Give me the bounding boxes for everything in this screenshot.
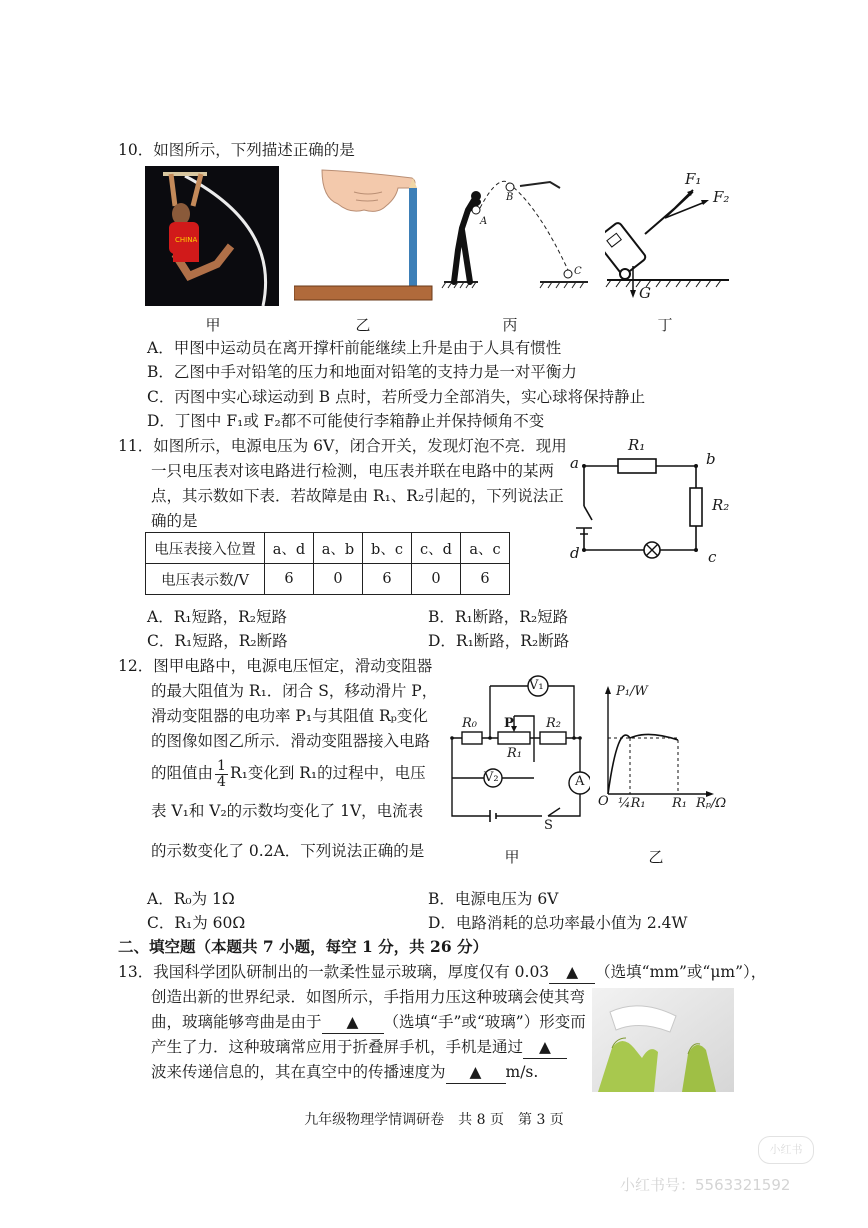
table-cell: c、d bbox=[412, 533, 461, 564]
q12-stem-line-1: 12．图甲电路中，电源电压恒定，滑动变阻器 bbox=[118, 657, 433, 675]
graph-x-label: Rₚ/Ω bbox=[696, 796, 727, 811]
point-a-label: A bbox=[480, 216, 488, 227]
q13-line-1 bbox=[118, 961, 766, 984]
table-cell: a、b bbox=[314, 533, 363, 564]
voltage-table bbox=[145, 532, 510, 595]
q13-line-4 bbox=[151, 1036, 567, 1059]
table-row bbox=[146, 564, 510, 595]
table-cell: 6 bbox=[363, 564, 412, 595]
q13-line-2: 创造出新的世界纪录．如图所示，手指用力压这种玻璃会使其弯 bbox=[151, 988, 586, 1006]
table-cell: 0 bbox=[314, 564, 363, 595]
page-footer: 九年级物理学情调研卷 共 8 页 第 3 页 bbox=[304, 1112, 564, 1128]
graph-y-label: P₁/W bbox=[616, 684, 648, 699]
q13-line5-post: m/s. bbox=[505, 1063, 539, 1081]
q13-line1-post: （选填“mm”或“μm”）， bbox=[595, 963, 767, 981]
graph-quarter-label: ¼R₁ bbox=[618, 796, 646, 811]
frac-denominator: 4 bbox=[217, 773, 226, 790]
section-title: 二、填空题（本题共 7 小题，每空 1 分，共 26 分） bbox=[118, 937, 489, 956]
q11-option-a: A．R₁短路，R₂短路 bbox=[147, 608, 287, 626]
q11-option-c: C．R₁短路，R₂断路 bbox=[147, 632, 288, 650]
v2-label: V₂ bbox=[484, 770, 499, 785]
r2-label: R₂ bbox=[712, 496, 730, 514]
q11-option-d: D．R₁断路，R₂断路 bbox=[428, 632, 570, 650]
q12-option-b: B．电源电压为 6V bbox=[428, 890, 559, 908]
q12-r2-label: R₂ bbox=[546, 716, 561, 731]
table-cell: 6 bbox=[265, 564, 314, 595]
table-cell: 0 bbox=[412, 564, 461, 595]
q11-option-b: B．R₁断路，R₂短路 bbox=[428, 608, 569, 626]
force-f1-label: F₁ bbox=[685, 170, 702, 188]
force-f2-label: F₂ bbox=[713, 188, 730, 206]
q13-line1-pre: 13．我国科学团队研制出的一款柔性显示玻璃，厚度仅有 0.03 bbox=[118, 963, 550, 981]
pole-vault-photo bbox=[145, 166, 279, 306]
r1-label: R₁ bbox=[628, 436, 646, 454]
q12-r1-label: R₁ bbox=[507, 746, 522, 761]
hand-pencil-figure bbox=[294, 166, 434, 306]
q11-circuit-diagram bbox=[566, 432, 746, 572]
gravity-label: G bbox=[639, 284, 651, 302]
q12-stem-line-3: 滑动变阻器的电功率 P₁与其阻值 Rₚ变化 bbox=[151, 707, 428, 725]
q11-stem-line-2: 一只电压表对该电路进行检测，电压表并联在电路中的某两 bbox=[151, 462, 555, 480]
table-head-position: 电压表接入位置 bbox=[146, 533, 265, 564]
flexible-glass-photo bbox=[592, 988, 734, 1092]
ammeter-label: A bbox=[575, 774, 585, 789]
q12-stem-line-6: 表 V₁和 V₂的示数均变化了 1V，电流表 bbox=[151, 802, 424, 820]
q10-option-c: C．丙图中实心球运动到 B 点时，若所受力全部消失，实心球将保持静止 bbox=[147, 388, 646, 406]
ball-throw-figure bbox=[440, 170, 592, 296]
suitcase-forces-figure bbox=[605, 170, 735, 306]
q10-stem: 10．如图所示，下列描述正确的是 bbox=[118, 141, 355, 159]
q13-line3-pre: 曲，玻璃能够弯曲是由于 bbox=[151, 1013, 322, 1031]
frac-numerator: 1 bbox=[217, 757, 226, 774]
table-cell: b、c bbox=[363, 533, 412, 564]
point-c-label: C bbox=[574, 266, 582, 277]
v1-label: V₁ bbox=[529, 678, 544, 693]
q10-option-a: A．甲图中运动员在离开撑杆前能继续上升是由于人具有惯性 bbox=[147, 339, 562, 357]
q11-stem-line-4: 确的是 bbox=[151, 512, 198, 530]
node-a-label: a bbox=[570, 454, 579, 472]
r0-label: R₀ bbox=[462, 716, 477, 731]
q10-option-b: B．乙图中手对铅笔的压力和地面对铅笔的支持力是一对平衡力 bbox=[147, 363, 577, 381]
q13-line5-pre: 波来传递信息的，其在真空中的传播速度为 bbox=[151, 1063, 446, 1081]
node-b-label: b bbox=[706, 450, 716, 468]
quarter-fraction bbox=[215, 759, 228, 790]
table-cell: 6 bbox=[461, 564, 510, 595]
graph-origin-label: O bbox=[598, 794, 609, 809]
table-cell: a、c bbox=[461, 533, 510, 564]
q12-stem-line-4: 的图像如图乙所示．滑动变阻器接入电路 bbox=[151, 732, 431, 750]
fig-label-yi: 乙 bbox=[355, 316, 371, 334]
q12-stem-line-7: 的示数变化了 0.2A．下列说法正确的是 bbox=[151, 842, 425, 860]
q13-line-5 bbox=[151, 1061, 538, 1084]
switch-s-label: S bbox=[544, 818, 553, 833]
q12-frac-post: R₁变化到 R₁的过程中，电压 bbox=[229, 764, 426, 782]
xiaohongshu-badge: 小红书 bbox=[758, 1136, 814, 1164]
fig-label-bing: 丙 bbox=[502, 316, 518, 334]
table-cell: a、d bbox=[265, 533, 314, 564]
fig-label-q12-yi: 乙 bbox=[648, 848, 664, 866]
q12-stem-line-5 bbox=[151, 758, 426, 790]
q13-line-3 bbox=[151, 1011, 586, 1034]
table-row bbox=[146, 533, 510, 564]
answer-blank[interactable]: ▲ bbox=[549, 961, 595, 984]
q12-stem-line-2: 的最大阻值为 R₁．闭合 S，移动滑片 P， bbox=[151, 682, 438, 700]
point-b-label: B bbox=[506, 192, 514, 203]
answer-blank[interactable]: ▲ bbox=[523, 1036, 567, 1059]
q12-option-c: C．R₁为 60Ω bbox=[147, 914, 246, 932]
fig-label-ding: 丁 bbox=[657, 316, 673, 334]
node-d-label: d bbox=[570, 544, 580, 562]
watermark-text: 小红书号：5563321592 bbox=[620, 1176, 791, 1194]
q13-line4-pre: 产生了力．这种玻璃常应用于折叠屏手机，手机是通过 bbox=[151, 1038, 524, 1056]
svg-text:CHINA: CHINA bbox=[175, 236, 198, 244]
q12-option-d: D．电路消耗的总功率最小值为 2.4W bbox=[428, 914, 688, 932]
q11-stem-line-3: 点，其示数如下表．若故障是由 R₁、R₂引起的，下列说法正 bbox=[151, 487, 564, 505]
node-c-label: c bbox=[708, 548, 717, 566]
q12-frac-pre: 的阻值由 bbox=[151, 764, 214, 782]
table-head-reading: 电压表示数/V bbox=[146, 564, 265, 595]
q10-option-d: D．丁图中 F₁或 F₂都不可能使行李箱静止并保持倾角不变 bbox=[147, 412, 545, 430]
q12-option-a: A．R₀为 1Ω bbox=[147, 890, 235, 908]
q11-stem-line-1: 11．如图所示，电源电压为 6V，闭合开关，发现灯泡不亮．现用 bbox=[118, 437, 567, 455]
fig-label-jia: 甲 bbox=[205, 316, 221, 334]
q12-circuit-diagram bbox=[444, 672, 590, 832]
fig-label-q12-jia: 甲 bbox=[504, 848, 520, 866]
graph-r1-label: R₁ bbox=[672, 796, 687, 811]
power-resistance-graph bbox=[598, 682, 734, 828]
answer-blank[interactable]: ▲ bbox=[322, 1011, 384, 1034]
slider-p-label: P bbox=[504, 716, 514, 731]
answer-blank[interactable]: ▲ bbox=[446, 1061, 506, 1084]
q13-line3-post: （选填“手”或“玻璃”）形变而 bbox=[383, 1013, 586, 1031]
